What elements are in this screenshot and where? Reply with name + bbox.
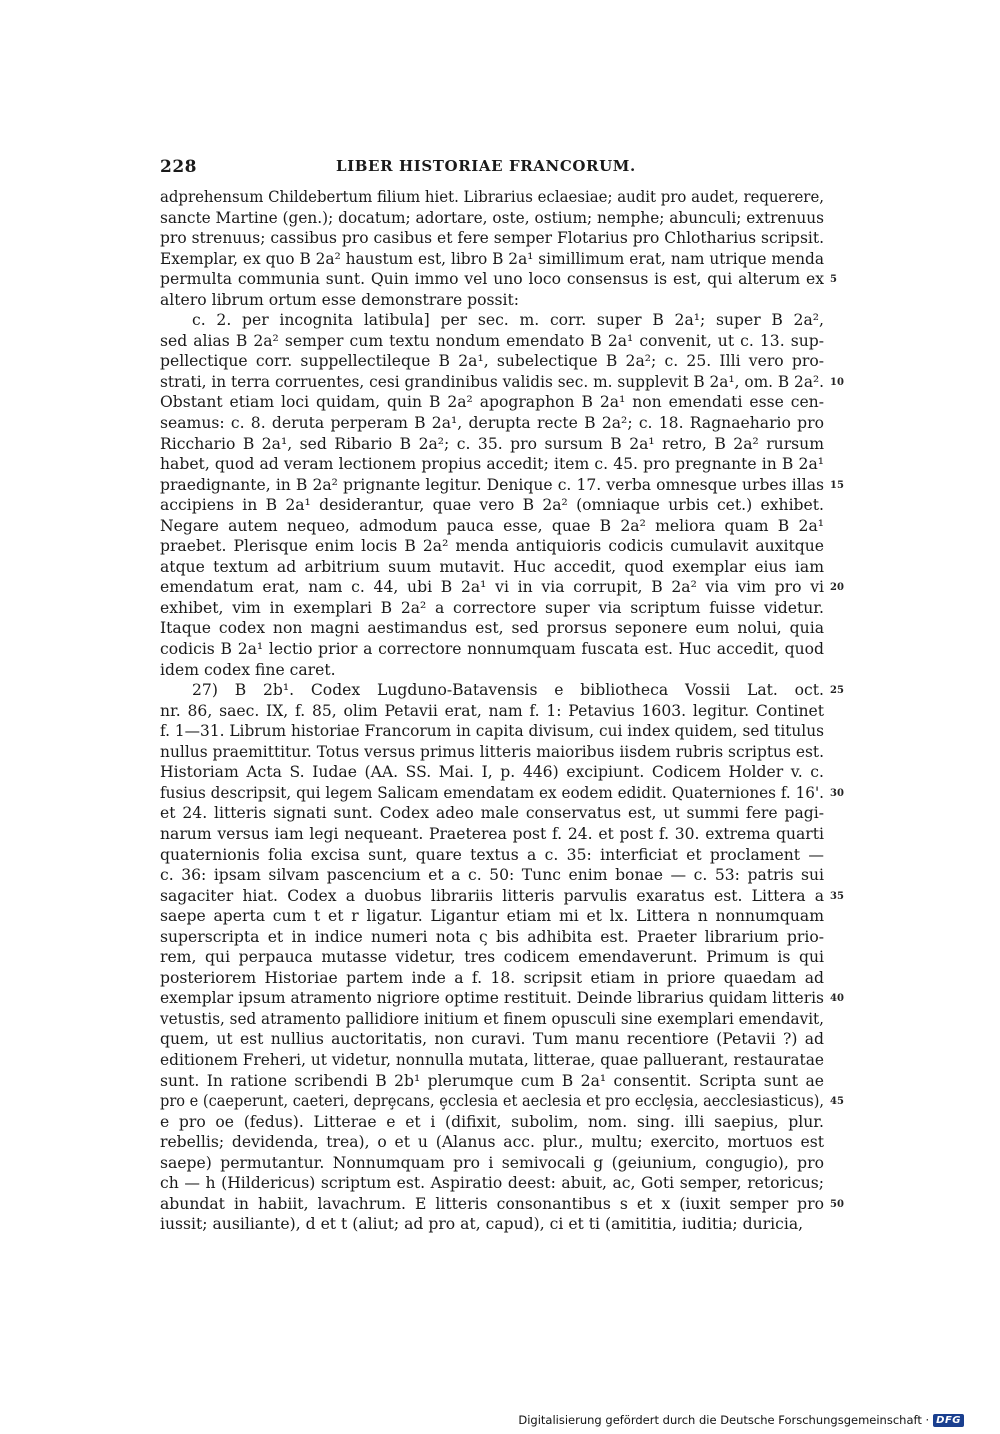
line-text: Itaque codex non magni aestimandus est, sed prorsus seponere eum nolui, quia <box>160 619 824 638</box>
text-line <box>160 228 824 249</box>
line-text: narum versus iam legi nequeant. Praeterea post f. 24. et post f. 30. extrema quarti <box>160 824 824 843</box>
text-line <box>160 968 824 989</box>
line-text: nullus praemittitur. Totus versus primus litteris maioribus iisdem rubris scriptus est. <box>160 742 824 761</box>
running-head: LIBER HISTORIAE FRANCORUM. <box>336 157 636 175</box>
text-line <box>160 577 844 598</box>
line-text: Historiam Acta S. Iudae (AA. SS. Mai. I, p. 446) excipiunt. Codicem Holder v. c. <box>160 763 824 782</box>
line-text: atque textum ad arbitrium suum mutavit. Huc accedit, quod exemplar eius iam <box>160 557 824 576</box>
text-line <box>160 1071 824 1092</box>
line-text: vetustis, sed atramento pallidiore initium et finem opusculi sine exemplari emendavit, <box>160 1009 824 1028</box>
page-number: 228 <box>160 157 197 177</box>
line-text: emendatum erat, nam c. 44, ubi B 2a¹ vi in via corrupit, B 2a² via vim pro vi <box>160 578 824 597</box>
line-text: c. 2. per incognita latibula] per sec. m. corr. super B 2a¹; super B 2a², <box>192 311 824 330</box>
line-text: permulta communia sunt. Quin immo vel uno loco consensus is est, qui alterum ex <box>160 270 824 289</box>
line-text: ch — h (Hildericus) scriptum est. Aspiratio deest: abuit, ac, Goti semper, retoricus; <box>160 1174 824 1193</box>
line-number: 15 <box>830 479 844 491</box>
text-line <box>160 1009 824 1030</box>
text-line <box>160 660 824 681</box>
line-text: nr. 86, saec. IX, f. 85, olim Petavii erat, nam f. 1: Petavius 1603. legitur. Continet <box>160 701 824 720</box>
footer-credit <box>518 1413 964 1427</box>
line-text: et 24. litteris signati sunt. Codex adeo male conservatus est, ut summi fere pagi- <box>160 804 824 823</box>
line-text: pro e (caeperunt, caeteri, deprȩcans, ȩcclesia et aeclesia et pro ecclȩsia, aecclesiasticus), <box>160 1092 824 1111</box>
footer-credit-text: Digitalisierung gefördert durch die Deutsche Forschungsgemeinschaft · <box>518 1413 930 1427</box>
text-line <box>160 886 844 907</box>
text-line <box>160 269 837 290</box>
text-line <box>160 947 824 968</box>
line-text: praebet. Plerisque enim locis B 2a² menda antiquioris codicis cumulavit auxitque <box>160 537 824 556</box>
line-text: iussit; ausiliante), d et t (aliut; ad pro at, capud), ci et ti (amititia, iuditia; duricia, <box>160 1215 804 1234</box>
line-text: habet, quod ad veram lectionem propius accedit; item c. 45. pro pregnante in B 2a¹ <box>160 455 824 474</box>
line-text: quaternionis folia excisa sunt, quare textus a c. 35: interficiat et proclament — <box>160 845 824 864</box>
text-line <box>160 618 824 639</box>
text-line <box>160 1091 844 1112</box>
line-text: superscripta et in indice numeri nota ς bis adhibita est. Praeter librarium prio- <box>160 927 824 946</box>
text-line <box>160 680 844 701</box>
text-line <box>160 742 824 763</box>
text-line <box>160 803 824 824</box>
line-text: codicis B 2a¹ lectio prior a correctore nonnumquam fuscata est. Huc accedit, quod <box>160 640 824 659</box>
line-text: quem, ut est nullius auctoritatis, non curavi. Tum manu recentiore (Petavii ?) ad <box>160 1030 824 1049</box>
line-number: 35 <box>830 890 844 902</box>
line-number: 30 <box>830 787 844 799</box>
text-line <box>160 1029 824 1050</box>
line-text: altero librum ortum esse demonstrare possit: <box>160 290 520 309</box>
line-text: pellectique corr. suppellectileque B 2a¹, subelectique B 2a²; c. 25. Illi vero pro- <box>160 352 824 371</box>
text-line <box>160 351 824 372</box>
text-line <box>160 187 824 208</box>
line-text: Obstant etiam loci quidam, quin B 2a² apographon B 2a¹ non emendati esse cen- <box>160 393 824 412</box>
text-line <box>160 845 824 866</box>
line-text: Ricchario B 2a¹, sed Ribario B 2a²; c. 35. pro sursum B 2a¹ retro, B 2a² rursum <box>160 434 824 453</box>
line-number: 20 <box>830 582 844 594</box>
line-text: saepe aperta cum t et r ligatur. Ligantur etiam mi et lx. Littera n nonnumquam <box>160 907 824 926</box>
line-text: Exemplar, ex quo B 2a² haustum est, libro B 2a¹ simillimum erat, nam utrique menda <box>160 249 824 268</box>
line-text: e pro oe (fedus). Litterae e et i (difixit, subolim, nom. sing. illi saepius, plur. <box>160 1112 824 1131</box>
line-text: praedignante, in B 2a² prignante legitur. Denique c. 17. verba omnesque urbes illas <box>160 475 824 494</box>
text-line <box>160 701 824 722</box>
line-text: sunt. In ratione scribendi B 2b¹ plerumque cum B 2a¹ consentit. Scripta sunt ae <box>160 1071 824 1090</box>
line-text: exhibet, vim in exemplari B 2a² a correctore super via scriptum fuisse videtur. <box>160 598 824 617</box>
text-line <box>160 536 824 557</box>
text-line <box>160 1050 824 1071</box>
line-number: 45 <box>830 1096 844 1108</box>
text-line <box>160 372 844 393</box>
text-line <box>160 865 824 886</box>
text-line <box>160 783 844 804</box>
body-text <box>160 187 844 1235</box>
line-text: f. 1—31. Librum historiae Francorum in capita divisum, cui index quidem, sed titulus <box>160 722 824 741</box>
line-number: 40 <box>830 993 844 1005</box>
line-text: sed alias B 2a² semper cum textu nondum emendato B 2a¹ convenit, ut c. 13. sup- <box>160 331 824 350</box>
line-text: sagaciter hiat. Codex a duobus librariis litteris parvulis exaratus est. Littera a <box>160 886 824 905</box>
line-text: rem, qui perpauca mutasse videtur, tres codicem emendaverunt. Primum is qui <box>160 948 824 967</box>
line-text: saepe) permutantur. Nonnumquam pro i semivocali g (geiunium, congugio), pro <box>160 1153 824 1172</box>
text-line <box>160 988 844 1009</box>
text-line <box>160 310 824 331</box>
text-line <box>160 824 824 845</box>
line-text: pro strenuus; cassibus pro casibus et fere semper Flotarius pro Chlotharius scripsit. <box>160 229 824 248</box>
line-text: abundat in habiit, lavachrum. E litteris consonantibus s et x (iuxit semper pro <box>160 1194 824 1213</box>
line-text: c. 36: ipsam silvam pascencium et a c. 50: Tunc enim bonae — c. 53: patris sui <box>160 866 824 885</box>
dfg-logo-icon: DFG <box>933 1414 964 1427</box>
line-text: seamus: c. 8. deruta perperam B 2a¹, derupta recte B 2a²; c. 18. Ragnaehario pro <box>160 414 824 433</box>
line-text: Negare autem nequeo, admodum pauca esse, quae B 2a² meliora quam B 2a¹ <box>160 516 824 535</box>
text-line <box>160 1194 844 1215</box>
line-text: strati, in terra corruentes, cesi grandinibus validis sec. m. supplevit B 2a¹, om. B 2a². <box>160 372 824 391</box>
line-text: editionem Freheri, ut videtur, nonnulla mutata, litterae, quae palluerant, restauratae <box>160 1050 824 1069</box>
line-text: fusius descripsit, qui legem Salicam emendatam ex eodem edidit. Quaterniones f. 16'. <box>160 783 824 802</box>
text-line <box>160 331 824 352</box>
text-line <box>160 413 824 434</box>
text-line <box>160 906 824 927</box>
text-line <box>160 557 824 578</box>
line-number: 10 <box>830 376 844 388</box>
text-line <box>160 639 824 660</box>
text-line <box>160 249 824 270</box>
line-text: posteriorem Historiae partem inde a f. 18. scripsit etiam in priore quaedam ad <box>160 968 824 987</box>
line-number: 50 <box>830 1198 844 1210</box>
text-line <box>160 290 824 311</box>
line-text: adprehensum Childebertum filium hiet. Librarius eclaesiae; audit pro audet, requerere, <box>160 188 824 206</box>
line-number: 25 <box>830 685 844 697</box>
text-line <box>160 1112 824 1133</box>
text-line <box>160 454 824 475</box>
text-line <box>160 762 824 783</box>
text-line <box>160 208 824 229</box>
line-text: rebellis; devidenda, trea), o et u (Alanus acc. plur., multu; exercito, mortuos est <box>160 1133 824 1152</box>
text-line <box>160 1153 824 1174</box>
text-line <box>160 927 824 948</box>
text-line <box>160 721 824 742</box>
text-line <box>160 495 824 516</box>
line-text: accipiens in B 2a¹ desiderantur, quae vero B 2a² (omniaque urbis cet.) exhibet. <box>160 496 824 515</box>
line-text: 27) B 2b¹. Codex Lugduno-Batavensis e bibliotheca Vossii Lat. oct. <box>192 681 824 700</box>
line-text: sancte Martine (gen.); docatum; adortare, oste, ostium; nemphe; abunculi; extrenuus <box>160 208 824 227</box>
text-line <box>160 434 824 455</box>
text-line <box>160 392 824 413</box>
line-text: idem codex fine caret. <box>160 660 336 679</box>
text-line <box>160 1132 824 1153</box>
text-line <box>160 516 824 537</box>
text-line <box>160 598 824 619</box>
line-number: 5 <box>830 274 837 286</box>
text-line <box>160 1214 824 1235</box>
line-text: exemplar ipsum atramento nigriore optime restituit. Deinde librarius quidam litteris <box>160 989 824 1008</box>
text-line <box>160 475 844 496</box>
text-line <box>160 1173 824 1194</box>
